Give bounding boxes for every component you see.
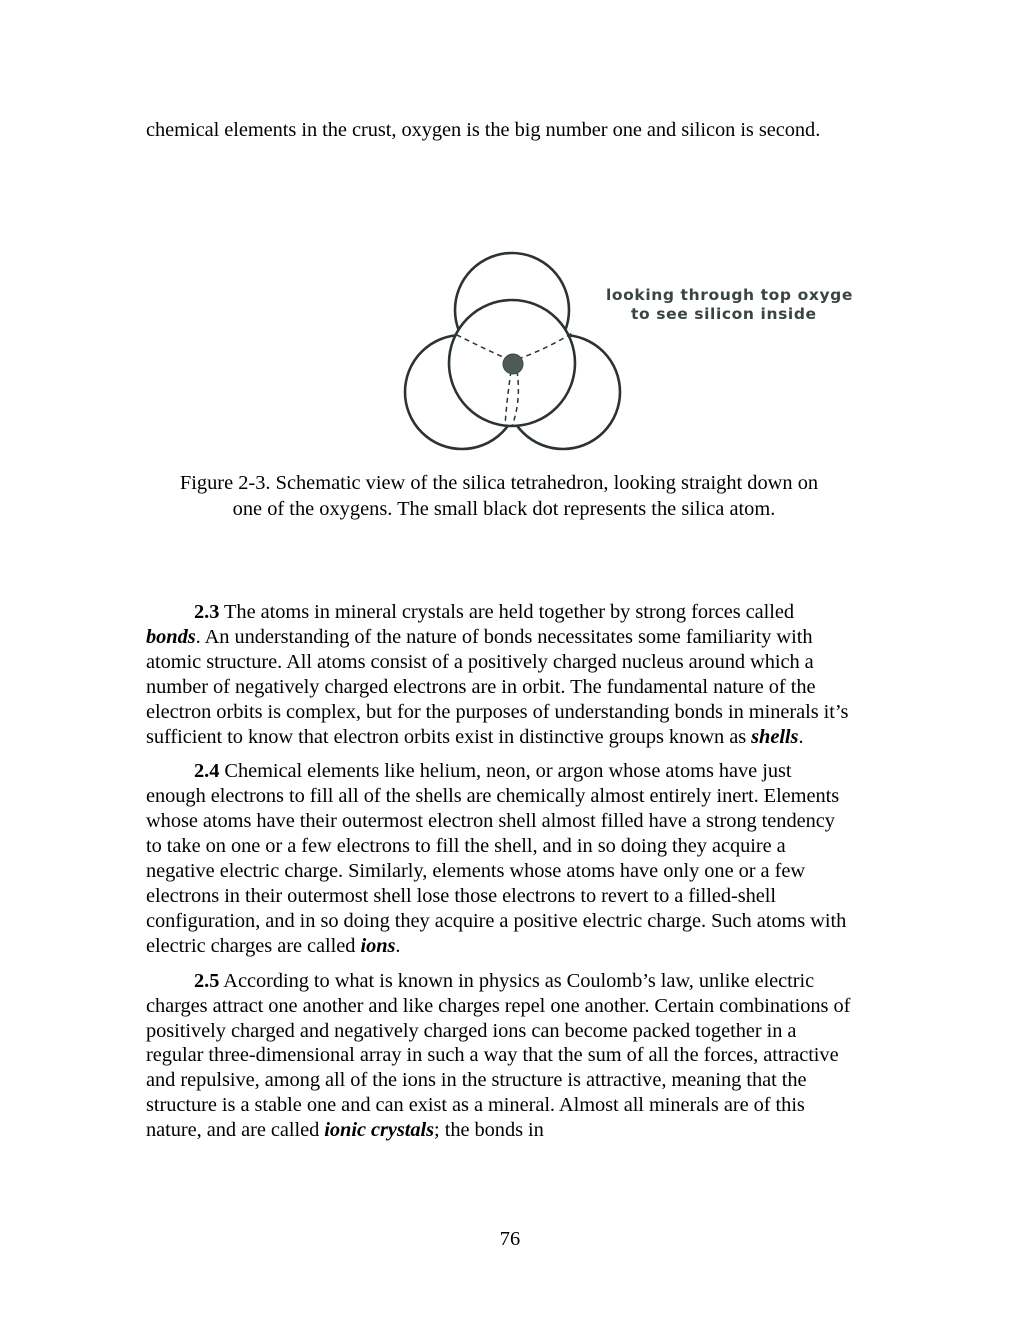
silicon-atom-dot — [503, 354, 523, 374]
text-run: ; the bonds in — [434, 1119, 544, 1142]
text-run: . An understanding of the nature of bonds necessitates some familiarity with atomic structure. All atoms consist of a positively charged nucleus around which a number of negatively charged electrons are in orbit. The fundamental nature of the electron orbits is complex, but for the purposes of understanding bonds in minerals it’s sufficient to know that electron orbits exist in distinctive groups known as — [146, 625, 849, 748]
paragraph-2-4 — [146, 759, 852, 958]
emphasized-term: bonds — [146, 625, 196, 648]
text-run: . — [395, 934, 401, 957]
paragraph-number: 2.3 — [194, 601, 220, 623]
emphasized-term: ionic crystals — [324, 1119, 435, 1142]
paragraph-2-3 — [146, 600, 852, 749]
text-run: The atoms in mineral crystals are held together by strong forces called — [219, 601, 795, 623]
intro-paragraph-block — [146, 118, 852, 143]
figure-graphic — [146, 240, 852, 460]
figure-annotation-line-1: looking through top oxygen — [606, 286, 852, 304]
figure-caption — [146, 470, 852, 522]
text-run: According to what is known in physics as Coulomb’s law, unlike electric charges attract one another and like charges repel one another. Certain combinations of positively charged and negatively charged ions can become packed together in a regular three-dimensional array in such a way that the sum of all the forces, attractive and repulsive, among all of the ions in the structure is attractive, meaning that the structure is a stable one and can exist as a mineral. Almost all minerals are of this nature, and are called — [146, 969, 851, 1142]
paragraph-number: 2.4 — [194, 760, 220, 783]
paragraph-number: 2.5 — [194, 969, 220, 992]
emphasized-term: ions — [360, 934, 396, 957]
silica-tetrahedron-diagram — [146, 240, 852, 460]
figure-caption-line-1: Figure 2-3. Schematic view of the silica tetrahedron, looking straight down on — [179, 472, 819, 494]
paragraph-text — [146, 601, 848, 748]
page-number: 76 — [499, 1228, 521, 1250]
intro-paragraph: chemical elements in the crust, oxygen is the big number one and silicon is second. — [146, 119, 821, 141]
paragraph-2-5 — [146, 969, 852, 1143]
figure-2-3 — [146, 240, 852, 530]
body-paragraphs — [146, 600, 852, 1143]
text-run: . — [798, 725, 804, 748]
figure-caption-line-2: one of the oxygens. The small black dot represents the silica atom. — [232, 498, 776, 520]
figure-annotation-line-2: to see silicon inside — [631, 305, 817, 323]
text-run: Chemical elements like helium, neon, or argon whose atoms have just enough electrons to fill all of the shells are chemically almost entirely inert. Elements whose atoms have their outermost electron shell almost filled have a strong tendency to take on one or a few electrons to fill the shell, and in so doing they acquire a negative electric charge. Similarly, elements whose atoms have only one or a few electrons in their outermost shell lose those electrons to revert to a filled-shell configuration, and in so doing they acquire a positive electric charge. Such atoms with electric charges are called — [146, 760, 847, 957]
emphasized-term: shells — [751, 725, 799, 748]
paragraph-text — [146, 760, 846, 956]
paragraph-text — [146, 970, 850, 1141]
